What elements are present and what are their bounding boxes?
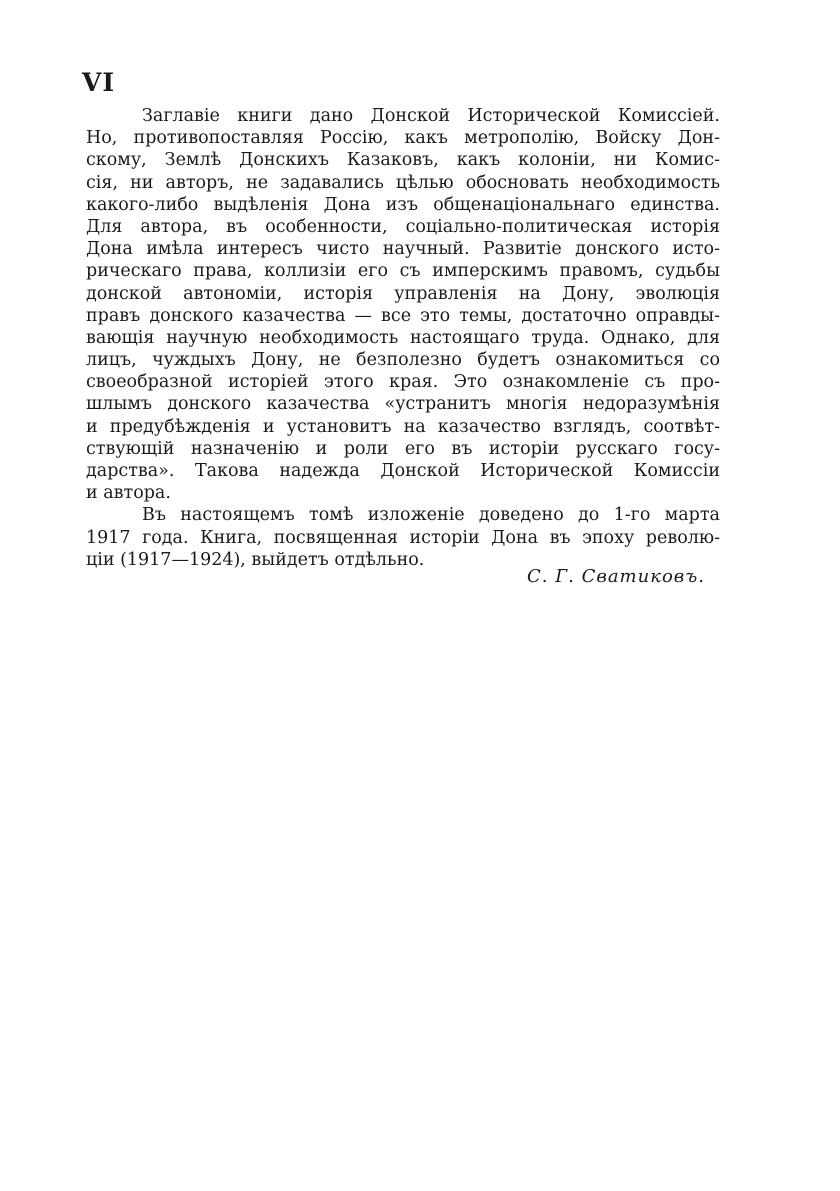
text-line: рическаго права, коллизіи его съ имперскимъ правомъ, судьбы (86, 261, 720, 282)
text-line: какого-либо выдѣленія Дона изъ общенаціональнаго единства. (86, 194, 720, 215)
text-line: и предубѣжденія и установитъ на казачество взглядъ, соотвѣт- (86, 416, 720, 437)
page-number: VI (82, 68, 116, 97)
text-line: ціи (1917—1924), выйдетъ отдѣльно. (86, 549, 425, 570)
paragraph-1 (86, 105, 720, 504)
text-line: Но, противопоставляя Россію, какъ метрополію, Войску Дон- (86, 128, 720, 149)
text-line: вающія научную необходимость настоящаго труда. Однако, для (86, 327, 720, 348)
text-line: и автора. (86, 483, 171, 504)
text-line: своеобразной исторіей этого края. Это ознакомленіе съ про- (86, 372, 720, 393)
author-signature: С. Г. Сватиковъ. (527, 566, 705, 587)
text-line: правъ донского казачества — все это темы, достаточно оправды- (86, 305, 720, 326)
text-line: дарства». Такова надежда Донской Исторической Комиссіи (86, 461, 720, 481)
text-line: Заглавіе книги дано Донской Исторической Комиссіей. (142, 106, 720, 126)
text-line: Дона имѣла интересъ чисто научный. Развитіе донского исто- (86, 239, 720, 260)
text-line: Для автора, въ особенности, соціально-политическая исторія (86, 216, 720, 237)
text-line: Въ настоящемъ томѣ изложеніе доведено до 1-го марта (142, 505, 720, 526)
text-line: шлымъ донского казачества «устранитъ многія недоразумѣнія (86, 394, 720, 415)
text-line: донской автономіи, исторія управленія на Дону, эволюція (86, 283, 720, 304)
text-line: сія, ни авторъ, не задавались цѣлью обосновать необходимость (86, 172, 720, 193)
preface-text (86, 105, 720, 571)
text-line: ствующій назначенію и роли его въ исторіи русскаго госу- (86, 438, 720, 459)
text-line: 1917 года. Книга, посвященная исторіи Дона въ эпоху револю- (86, 527, 720, 548)
text-line: лицъ, чуждыхъ Дону, не безполезно будетъ ознакомиться со (86, 350, 720, 371)
paragraph-2 (86, 504, 720, 571)
text-line: скому, Землѣ Донскихъ Казаковъ, какъ колоніи, ни Комис- (86, 150, 720, 171)
